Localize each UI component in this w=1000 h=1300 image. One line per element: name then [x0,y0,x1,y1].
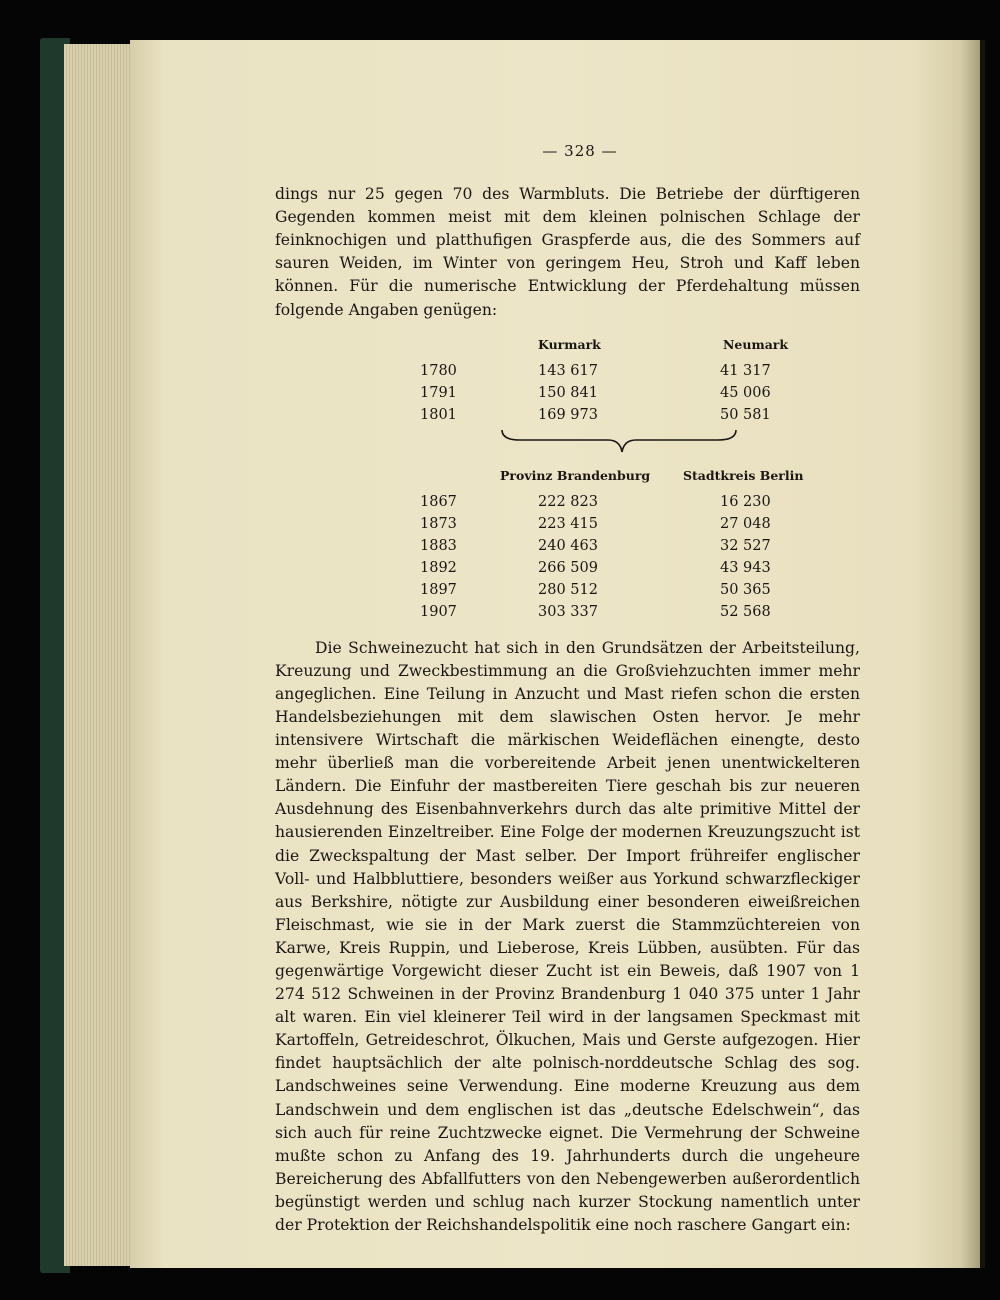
value-cell: 223 415 [538,515,598,532]
year-cell: 1892 [420,559,457,576]
value-cell: 45 006 [720,384,771,401]
header-provinz-brandenburg: Provinz Brandenburg [500,467,651,483]
table-row [420,513,843,535]
value-cell: 50 365 [720,581,771,598]
value-cell: 41 317 [720,362,771,379]
value-cell: 16 230 [720,493,771,510]
value-cell: 222 823 [538,493,598,510]
value-cell: 43 943 [720,559,771,576]
header-stadtkreis-berlin: Stadtkreis Berlin [683,467,804,483]
page-content [275,140,860,1237]
year-cell: 1867 [420,493,457,510]
value-cell: 27 048 [720,515,771,532]
paragraph-pig-breeding: Die Schweinezucht hat sich in den Grundsätzen der Arbeitsteilung, Kreuzung und Zweckbestimmung an die Großviehzuchten immer mehr angeglichen. Eine Teilung in Anzucht und Mast riefen schon die ersten Handelsbeziehungen mit dem slawischen Osten hervor. Je mehr intensivere Wirtschaft die märkischen Weideflächen einengte, desto mehr überließ man die vorbereitende Arbeit jenen unentwickelteren Ländern. Die Einfuhr der mastbereiten Tiere geschah bis zur neueren Ausdehnung des Eisenbahnverkehrs durch das alte primitive Mittel der hausierenden Einzeltreiber. Eine Folge der modernen Kreuzungszucht ist die Zweckspaltung der Mast selber. Der Import frühreifer englischer Voll- und Halbbluttiere, besonders weißer aus Yorkund schwarzfleckiger aus Berkshire, nötigte zur Ausbildung einer besonderen eiweißreichen Fleischmast, wie sie in der Mark zuerst die Stammzüchtereien von Karwe, Kreis Ruppin, und Lieberose, Kreis Lübben, ausübten. Für das gegenwärtige Vorgewicht dieser Zucht ist ein Beweis, daß 1907 von 1 274 512 Schweinen in der Provinz Brandenburg 1 040 375 unter 1 Jahr alt waren. Ein viel kleinerer Teil wird in der langsamen Speckmast mit Kartoffeln, Getreideschrot, Ölkuchen, Mais und Gerste aufgezogen. Hier findet hauptsächlich der alte polnisch-norddeutsche Schlag des sog. Landschweines seine Verwendung. Eine moderne Kreuzung aus dem Landschwein und dem englischen ist das „deutsche Edelschwein“, das sich auch für reine Zuchtzwecke eignet. Die Vermehrung der Schweine mußte schon zu Anfang des 19. Jahrhunderts durch die ungeheure Bereicherung des Abfallfutters von den Nebengewerben außerordentlich begünstigt werden und schlug nach kurzer Stockung namentlich unter der Protektion der Reichshandelspolitik eine noch raschere Gangart ein: [275,638,860,1234]
header-neumark: Neumark [723,336,789,352]
table-row [420,382,843,404]
header-kurmark: Kurmark [538,336,601,352]
table-row [420,601,843,623]
table-row [420,491,843,513]
year-cell: 1897 [420,581,457,598]
value-cell: 50 581 [720,406,771,423]
brace-icon [500,426,740,456]
value-cell: 32 527 [720,537,771,554]
year-cell: 1907 [420,603,457,620]
table-header-2 [420,463,843,491]
table-row [420,404,843,426]
table-row [420,579,843,601]
value-cell: 240 463 [538,537,598,554]
curly-brace [500,426,843,463]
table-row [420,535,843,557]
value-cell: 280 512 [538,581,598,598]
value-cell: 52 568 [720,603,771,620]
year-cell: 1883 [420,537,457,554]
value-cell: 169 973 [538,406,598,423]
year-cell: 1780 [420,362,457,379]
brace-row [420,426,843,463]
value-cell: 266 509 [538,559,598,576]
year-cell: 1801 [420,406,457,423]
table-row [420,360,843,382]
paragraph-horse-breeding: dings nur 25 gegen 70 des Warmbluts. Die Betriebe der dürftigeren Gegenden kommen meist mit dem kleinen polnischen Schlage der feinknochigen und platthufigen Graspferde aus, die des Sommers auf sauren Weiden, im Winter von geringem Heu, Stroh und Kaff leben können. Für die numerische Entwicklung der Pferdehaltung müssen folgende Angaben genügen: [275,185,860,319]
value-cell: 143 617 [538,362,598,379]
year-cell: 1791 [420,384,457,401]
table-row [420,557,843,579]
page-gutter [960,40,985,1268]
year-cell: 1873 [420,515,457,532]
value-cell: 303 337 [538,603,598,620]
horse-statistics-table [275,334,860,623]
value-cell: 150 841 [538,384,598,401]
page-number: — 328 — [542,142,618,160]
page-edges [64,44,134,1266]
table-header-1 [420,334,843,360]
